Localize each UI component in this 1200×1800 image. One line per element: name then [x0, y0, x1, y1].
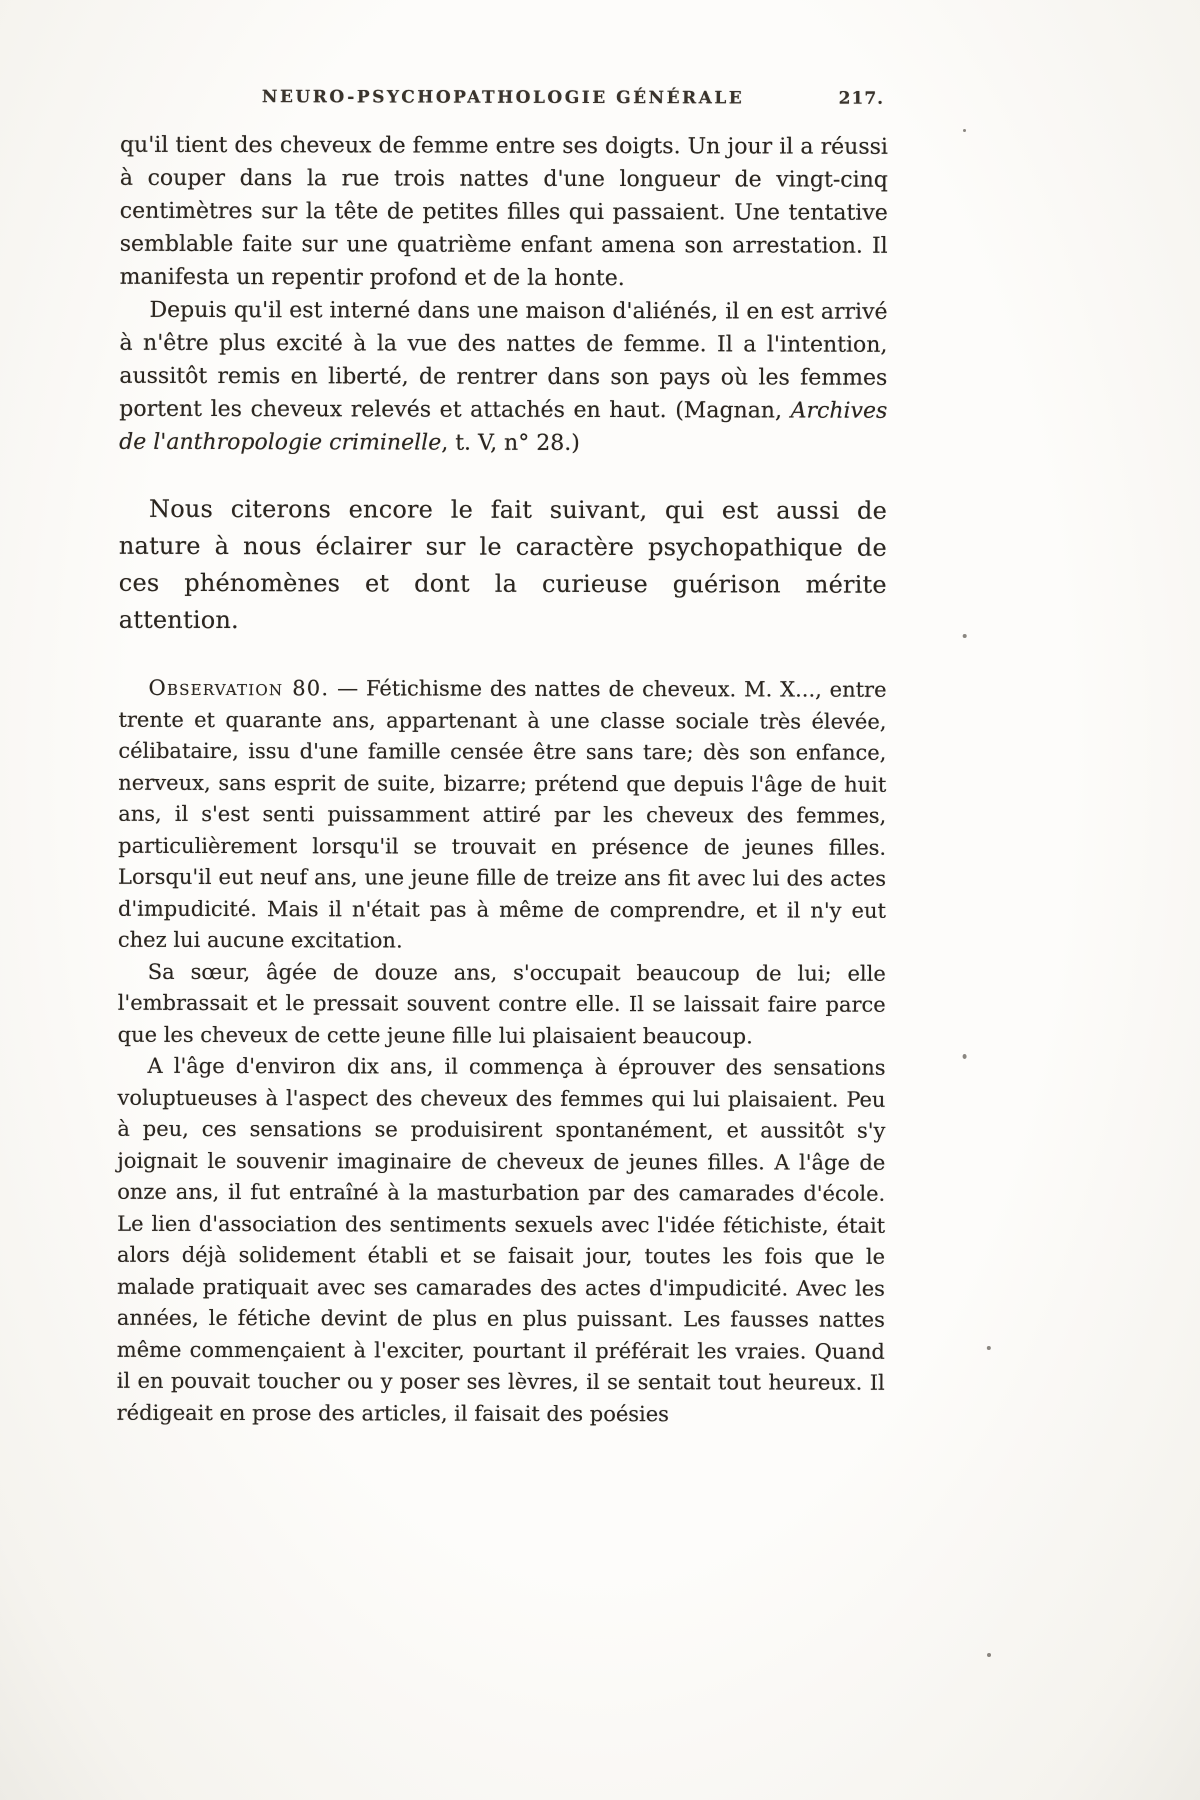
paragraph-continuation: qu'il tient des cheveux de femme entre ses doigts. Un jour il a réussi à couper dans la rue trois nattes d'une longueur de vingt-cinq centimètres sur la tête de petites filles qui passaient. Une tentative semblable faite sur une quatrième enfant amena son arrestation. Il manifesta un repentir profond et de la honte. [119, 132, 889, 292]
paragraph-text: Depuis qu'il est interné dans une maison d'aliénés, il en est arrivé à n'être plus excité à la vue des nattes de femme. Il a l'intention, aussitôt remis en liberté, de rentrer dans son pays où les femmes portent les cheveux relevés et attachés en haut. (Magnan, [119, 297, 888, 424]
citation-reference: , t. V, n° 28.) [441, 430, 580, 456]
scan-speck [987, 1346, 991, 1350]
page-number: 217. [838, 88, 885, 109]
paragraph-internment [119, 294, 887, 461]
scan-speck [963, 129, 966, 132]
scan-speck [963, 1054, 967, 1059]
paragraph-transition: Nous citerons encore le fait suivant, qui est aussi de nature à nous éclairer sur le caractère psychopathique de ces phénomènes et dont la curieuse guérison mérite attention. [118, 494, 888, 635]
observation-body: M. X..., entre trente et quarante ans, appartenant à une classe sociale très élevée, célibataire, issu d'une famille censée être sans tare; dès son enfance, nerveux, sans esprit de suite, bizarre; prétend que depuis l'âge de huit ans, il s'est senti puissamment attiré par les cheveux des femmes, particulièrement lorsqu'il se trouvait en présence de jeunes filles. Lorsqu'il eut neuf ans, une jeune fille de treize ans fit avec lui des actes d'impudicité. Mais il n'était pas à même de comprendre, et il n'y eut chez lui aucune excitation. [117, 677, 887, 953]
paragraph-sister: Sa sœur, âgée de douze ans, s'occupait beaucoup de lui; elle l'embrassait et le pressait souvent contre elle. Il se laissait faire parce que les cheveux de cette jeune fille lui plaisaient beaucoup. [117, 959, 886, 1048]
observation-dash: — [329, 676, 366, 701]
scan-speck [963, 634, 967, 638]
running-title: NEURO-PSYCHOPATHOLOGIE GÉNÉRALE [261, 87, 745, 109]
observation-title: Fétichisme des nattes de cheveux. [365, 676, 737, 702]
text-block [117, 129, 888, 1431]
paragraph-sensations: A l'âge d'environ dix ans, il commença à éprouver des sensations voluptueuses à l'aspect des cheveux des femmes qui lui plaisaient. Peu à peu, ces sensations se produisirent spontanément, et aussitôt s'y joignait le souvenir imaginaire de cheveux de jeunes filles. A l'âge de onze ans, il fut entraîné à la masturbation par des camarades d'école. Le lien d'association des sentiments sexuels avec l'idée fétichiste, était alors déjà solidement établi et se faisait jour, toutes les fois que le malade pratiquait avec ses camarades des actes d'impudicité. Avec les années, le fétiche devint de plus en plus puissant. Les fausses nattes même commençaient à l'exciter, pourtant il préférait les vraies. Quand il en pouvait toucher ou y poser ses lèvres, il se sentait tout heureux. Il rédigeait en prose des articles, il faisait des poésies [116, 1053, 886, 1426]
citation-work-title: Archives de l'anthropologie criminelle [119, 398, 888, 456]
paragraph-observation [118, 673, 887, 959]
scan-speck [987, 1653, 991, 1657]
observation-label: Observation 80. [148, 675, 330, 701]
page-header [120, 87, 886, 109]
